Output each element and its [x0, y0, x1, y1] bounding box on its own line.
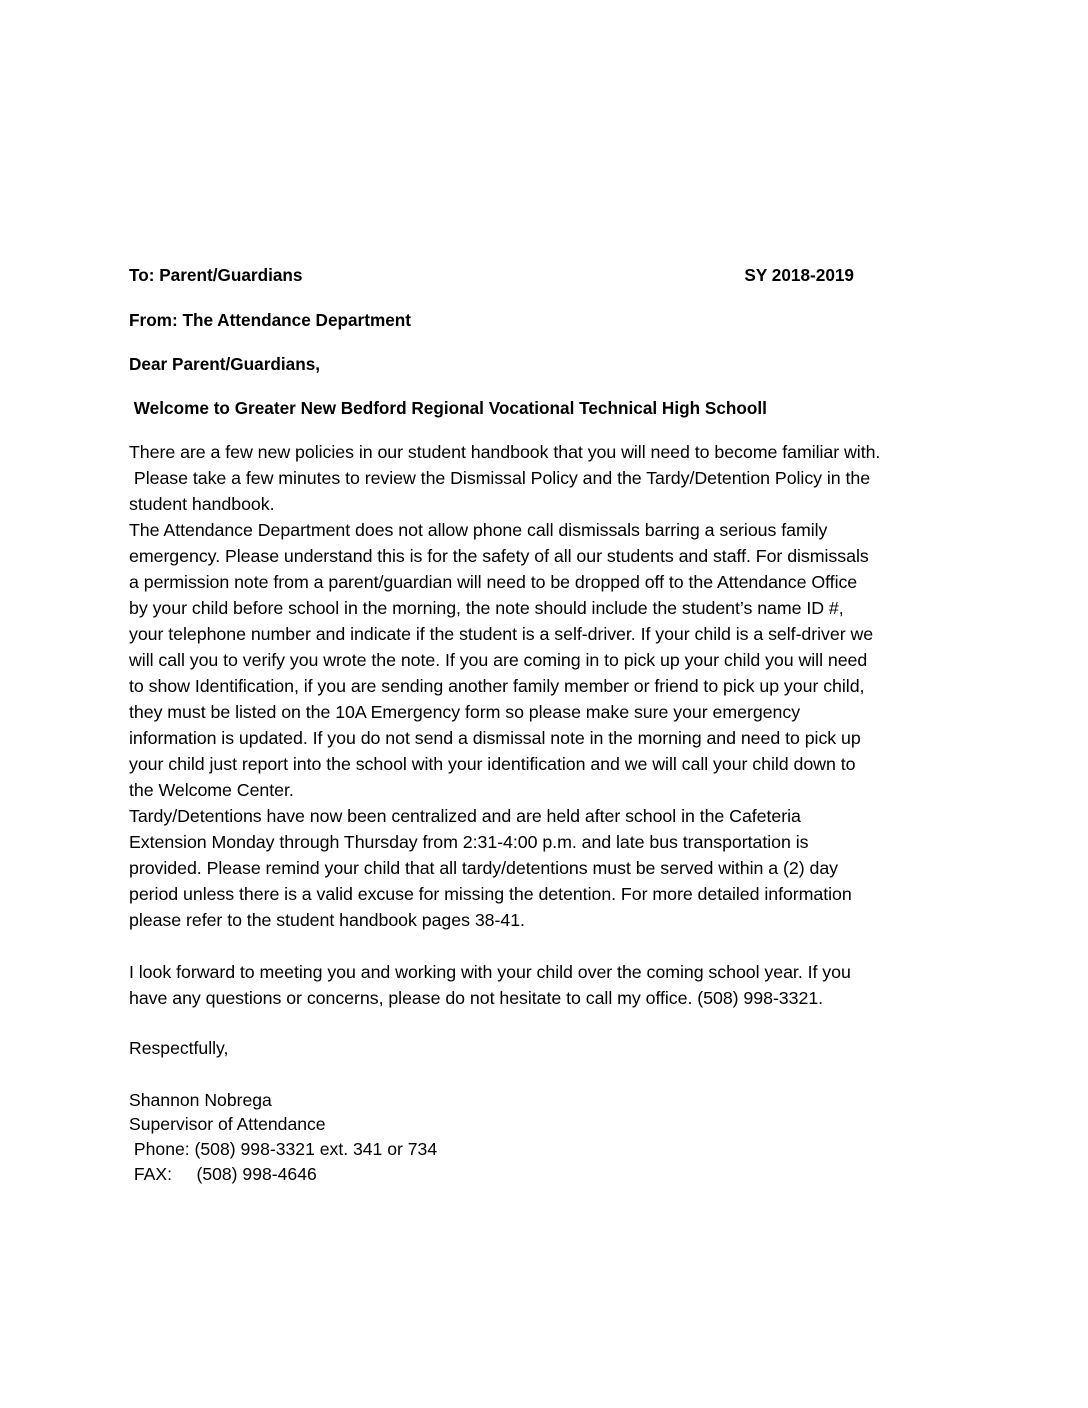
paragraph-line: a permission note from a parent/guardian will need to be dropped off to the Attendance Office [129, 572, 858, 592]
paragraph-line: will call you to verify you wrote the note. If you are coming in to pick up your child you will need [129, 650, 868, 670]
welcome-heading: Welcome to Greater New Bedford Regional Vocational Technical High Schooll [129, 398, 767, 418]
paragraph-line: the Welcome Center. [129, 780, 294, 800]
signer-title: Supervisor of Attendance [129, 1114, 326, 1134]
paragraph-line: please refer to the student handbook pages 38-41. [129, 910, 525, 930]
paragraph-line: I look forward to meeting you and working with your child over the coming school year. If you [129, 962, 851, 982]
paragraph-line: The Attendance Department does not allow phone call dismissals barring a serious family [129, 520, 828, 540]
paragraph-line: There are a few new policies in our student handbook that you will need to become familiar with. [129, 442, 881, 462]
fax-line: FAX: (508) 998-4646 [129, 1164, 317, 1184]
paragraph-line: your telephone number and indicate if the student is a self-driver. If your child is a self-driver we [129, 624, 874, 644]
paragraph-line: provided. Please remind your child that all tardy/detentions must be served within a (2) day [129, 858, 838, 878]
school-year: SY 2018-2019 [744, 265, 854, 285]
paragraph-line: Please take a few minutes to review the Dismissal Policy and the Tardy/Detention Policy in the [129, 468, 871, 488]
from-line: From: The Attendance Department [129, 310, 412, 330]
paragraph-line: Tardy/Detentions have now been centralized and are held after school in the Cafeteria [129, 806, 801, 826]
paragraph-line: by your child before school in the morning, the note should include the student’s name ID #, [129, 598, 844, 618]
paragraph-line: they must be listed on the 10A Emergency form so please make sure your emergency [129, 702, 801, 722]
paragraph-line: student handbook. [129, 494, 275, 514]
paragraph-line: to show Identification, if you are sending another family member or friend to pick up your child, [129, 676, 865, 696]
paragraph-line: Extension Monday through Thursday from 2:31-4:00 p.m. and late bus transportation is [129, 832, 809, 852]
salutation: Dear Parent/Guardians, [129, 354, 321, 374]
paragraph-line: have any questions or concerns, please do not hesitate to call my office. (508) 998-3321. [129, 988, 824, 1008]
to-line: To: Parent/Guardians [129, 265, 303, 285]
paragraph-line: period unless there is a valid excuse for missing the detention. For more detailed information [129, 884, 852, 904]
signer-name: Shannon Nobrega [129, 1090, 272, 1110]
paragraph-line: emergency. Please understand this is for the safety of all our students and staff. For dismissals [129, 546, 869, 566]
paragraph-line: information is updated. If you do not send a dismissal note in the morning and need to pick up [129, 728, 861, 748]
paragraph-line: your child just report into the school with your identification and we will call your child down to [129, 754, 856, 774]
phone-line: Phone: (508) 998-3321 ext. 341 or 734 [129, 1139, 438, 1159]
valediction: Respectfully, [129, 1038, 229, 1058]
